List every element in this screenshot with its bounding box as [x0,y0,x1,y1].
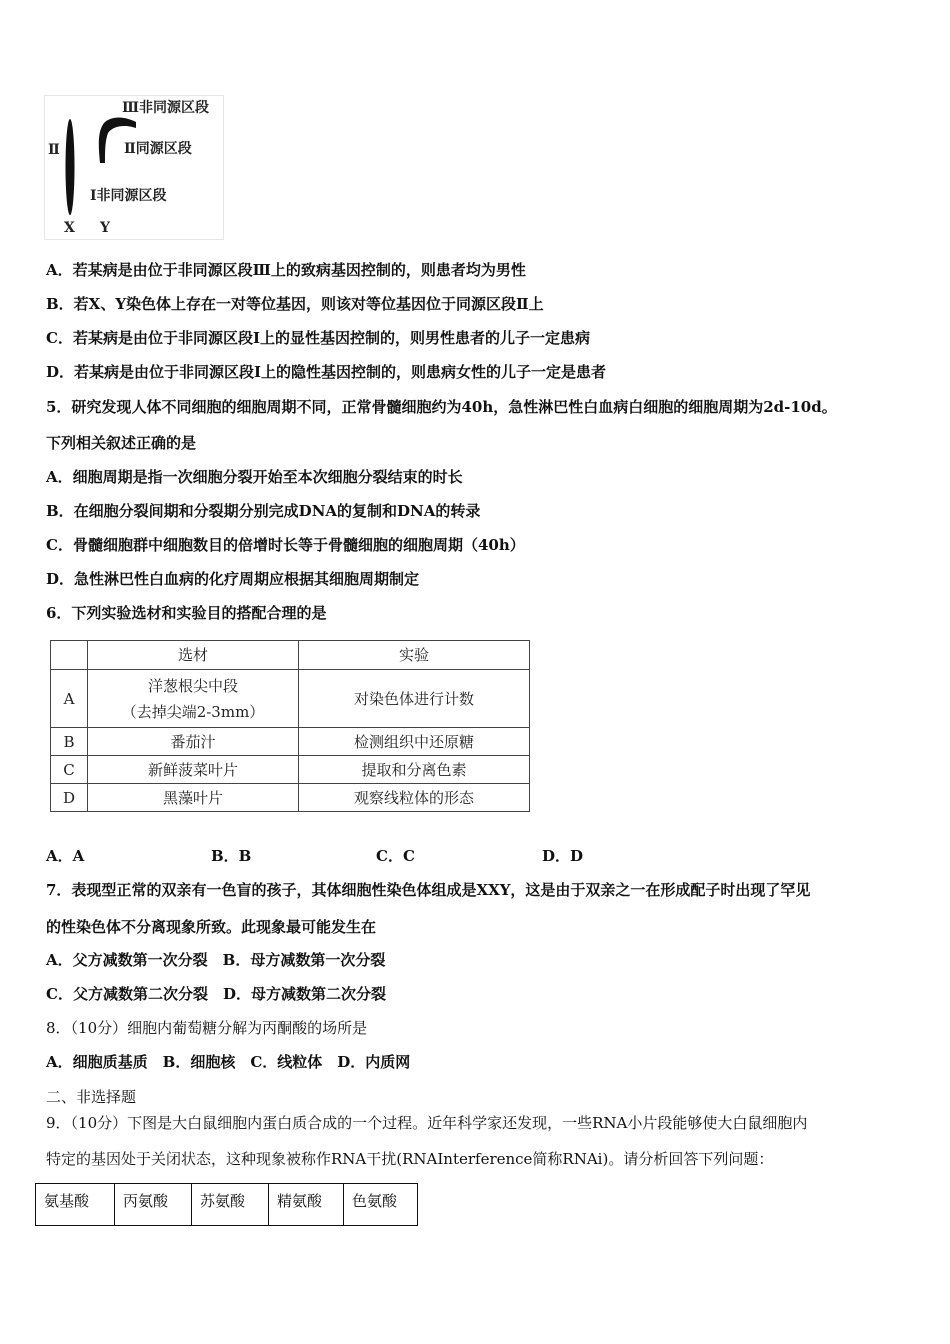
left-region-mark: Ⅱ [48,142,60,158]
row-experiment: 对染色体进行计数 [299,670,530,728]
amino-cell: 氨基酸 [36,1184,115,1226]
material-line1: 洋葱根尖中段 [147,676,238,695]
q8-stem: 8．（10分）细胞内葡萄糖分解为丙酮酸的场所是 [46,1019,368,1037]
q7-stem-line2: 的性染色体不分离现象所致。此现象最可能发生在 [46,918,377,936]
q6-stem: 6．下列实验选材和实验目的搭配合理的是 [46,604,327,622]
row-key: A [51,670,88,728]
q9-stem-line1: 9．（10分）下图是大白鼠细胞内蛋白质合成的一个过程。近年科学家还发现，一些RNA小片段能够使大白鼠细胞内 [46,1114,808,1132]
row-key: C [51,756,88,784]
q9-stem-line2: 特定的基因处于关闭状态，这种现象被称作RNA干扰(RNAInterference简称RNAi)。请分析回答下列问题： [46,1150,774,1168]
q7-stem-line1: 7．表现型正常的双亲有一色盲的孩子，其体细胞性染色体组成是XXY，这是由于双亲之一在形成配子时出现了罕见 [46,881,811,899]
material-line2: （去掉尖端2-3mm） [121,702,265,721]
amino-cell: 苏氨酸 [192,1184,269,1226]
table-row [51,784,530,812]
q5-stem-line1: 5．研究发现人体不同细胞的细胞周期不同，正常骨髓细胞约为40h，急性淋巴性白血病白细胞的细胞周期为2d-10d。 [46,398,837,416]
q8-options: A．细胞质基质 B．细胞核 C．线粒体 D．内质网 [46,1053,411,1071]
q6-option-c: C．C [376,847,415,865]
row-material [88,670,299,728]
x-chromosome [66,119,75,215]
row-material: 新鲜菠菜叶片 [88,756,299,784]
chromosome-diagram [44,95,224,240]
row-material: 番茄汁 [88,728,299,756]
q4-option-c: C．若某病是由位于非同源区段Ⅰ上的显性基因控制的，则男性患者的儿子一定患病 [46,329,590,347]
q6-option-a: A．A [46,847,85,865]
header-cell-experiment: 实验 [299,641,530,670]
q5-stem-line2: 下列相关叙述正确的是 [46,434,197,452]
row-material: 黑藻叶片 [88,784,299,812]
q5-option-c: C．骨髓细胞群中细胞数目的倍增时长等于骨髓细胞的细胞周期（40h） [46,536,525,554]
q6-option-b: B．B [211,847,252,865]
q5-option-a: A．细胞周期是指一次细胞分裂开始至本次细胞分裂结束的时长 [46,468,463,486]
table-header-row [51,641,530,670]
table-row [51,670,530,728]
y-label: Y [100,220,110,236]
row-experiment: 观察线粒体的形态 [299,784,530,812]
q6-experiment-table [50,640,530,812]
row-key: B [51,728,88,756]
x-label: X [64,220,75,236]
q4-option-a: A．若某病是由位于非同源区段Ⅲ上的致病基因控制的，则患者均为男性 [46,261,526,279]
q4-option-b: B．若X、Y染色体上存在一对等位基因，则该对等位基因位于同源区段Ⅱ上 [46,295,544,313]
table-row [51,728,530,756]
amino-cell: 色氨酸 [344,1184,418,1226]
q5-option-d: D．急性淋巴性白血病的化疗周期应根据其细胞周期制定 [46,570,420,588]
q5-option-b: B．在细胞分裂间期和分裂期分别完成DNA的复制和DNA的转录 [46,502,481,520]
header-cell-blank [51,641,88,670]
region3-label: Ⅲ非同源区段 [122,100,210,116]
amino-acid-table [35,1183,418,1226]
q6-option-d: D．D [542,847,584,865]
row-experiment: 检测组织中还原糖 [299,728,530,756]
region1-label: Ⅰ非同源区段 [90,188,167,204]
region2-label: Ⅱ同源区段 [124,141,192,157]
amino-cell: 精氨酸 [269,1184,344,1226]
table-row [36,1184,418,1226]
header-cell-material: 选材 [88,641,299,670]
q7-options-line1: A．父方减数第一次分裂 B．母方减数第一次分裂 [46,951,386,969]
q4-option-d: D．若某病是由位于非同源区段Ⅰ上的隐性基因控制的，则患病女性的儿子一定是患者 [46,363,607,381]
q7-options-line2: C．父方减数第二次分裂 D．母方减数第二次分裂 [46,985,386,1003]
section-heading: 二、非选择题 [46,1088,137,1106]
row-experiment: 提取和分离色素 [299,756,530,784]
row-key: D [51,784,88,812]
amino-cell: 丙氨酸 [115,1184,192,1226]
table-row [51,756,530,784]
